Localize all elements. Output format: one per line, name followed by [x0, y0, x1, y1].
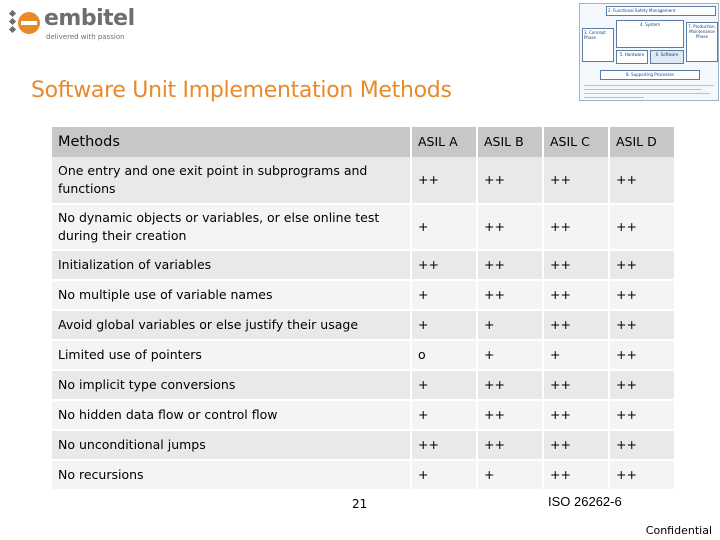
asil-d-cell: ++	[608, 279, 674, 309]
diagram-supporting-processes: 8. Supporting Processes	[600, 70, 700, 80]
asil-c-cell: ++	[542, 309, 608, 339]
diagram-functional-safety-management: 2. Functional Safety Management	[606, 6, 716, 16]
diagram-footnote-line	[584, 93, 710, 94]
diagram-production-phase: 7. Production, Maintenance Phase	[686, 22, 718, 62]
method-cell: No hidden data flow or control flow	[52, 399, 410, 429]
table-row	[52, 157, 674, 203]
method-cell: No implicit type conversions	[52, 369, 410, 399]
confidential-label: Confidential	[645, 524, 712, 537]
asil-d-cell: ++	[608, 157, 674, 203]
table-row	[52, 203, 674, 249]
table-row	[52, 309, 674, 339]
diagram-system: 4. System	[616, 20, 684, 48]
method-cell: Initialization of variables	[52, 249, 410, 279]
asil-c-cell: +	[542, 339, 608, 369]
table-row	[52, 459, 674, 489]
header-methods: Methods	[52, 127, 410, 157]
diagram-hardware: 5. Hardware	[616, 50, 648, 64]
asil-d-cell: ++	[608, 203, 674, 249]
asil-a-cell: +	[410, 309, 476, 339]
method-cell: Limited use of pointers	[52, 339, 410, 369]
asil-a-cell: +	[410, 459, 476, 489]
asil-c-cell: ++	[542, 429, 608, 459]
asil-b-cell: ++	[476, 429, 542, 459]
asil-d-cell: ++	[608, 249, 674, 279]
slide-title: Software Unit Implementation Methods	[31, 78, 452, 103]
standard-reference: ISO 26262-6	[548, 494, 622, 509]
table-row	[52, 369, 674, 399]
diagram-software: 6. Software	[650, 50, 684, 64]
methods-table	[52, 127, 674, 489]
asil-b-cell: +	[476, 309, 542, 339]
asil-a-cell: o	[410, 339, 476, 369]
header-asil-a: ASIL A	[410, 127, 476, 157]
table-row	[52, 339, 674, 369]
asil-c-cell: ++	[542, 399, 608, 429]
asil-c-cell: ++	[542, 203, 608, 249]
asil-b-cell: ++	[476, 203, 542, 249]
asil-c-cell: ++	[542, 249, 608, 279]
asil-b-cell: ++	[476, 279, 542, 309]
asil-a-cell: ++	[410, 429, 476, 459]
diagram-concept-phase: 3. Concept Phase	[582, 28, 614, 62]
asil-b-cell: +	[476, 459, 542, 489]
method-cell: No dynamic objects or variables, or else online test during their creation	[52, 203, 410, 249]
logo-tagline: delivered with passion	[46, 33, 125, 41]
table-row	[52, 429, 674, 459]
asil-c-cell: ++	[542, 459, 608, 489]
asil-d-cell: ++	[608, 399, 674, 429]
asil-d-cell: ++	[608, 309, 674, 339]
header-asil-c: ASIL C	[542, 127, 608, 157]
iso26262-overview-diagram	[579, 3, 719, 101]
method-cell: No unconditional jumps	[52, 429, 410, 459]
asil-a-cell: +	[410, 369, 476, 399]
asil-a-cell: +	[410, 399, 476, 429]
asil-d-cell: ++	[608, 459, 674, 489]
asil-b-cell: ++	[476, 157, 542, 203]
asil-a-cell: ++	[410, 157, 476, 203]
header-asil-b: ASIL B	[476, 127, 542, 157]
company-logo	[6, 6, 156, 40]
asil-c-cell: ++	[542, 279, 608, 309]
method-cell: Avoid global variables or else justify their usage	[52, 309, 410, 339]
table-row	[52, 249, 674, 279]
table-row	[52, 279, 674, 309]
asil-a-cell: +	[410, 279, 476, 309]
page-number: 21	[352, 497, 368, 511]
asil-b-cell: ++	[476, 369, 542, 399]
table-header-row	[52, 127, 674, 157]
table-row	[52, 399, 674, 429]
asil-d-cell: ++	[608, 369, 674, 399]
embitel-logo-icon	[8, 10, 42, 36]
asil-b-cell: +	[476, 339, 542, 369]
asil-a-cell: +	[410, 203, 476, 249]
asil-d-cell: ++	[608, 339, 674, 369]
asil-b-cell: ++	[476, 399, 542, 429]
diagram-footnote-line	[584, 89, 702, 90]
diagram-footnote-line	[584, 97, 644, 98]
method-cell: One entry and one exit point in subprograms and functions	[52, 157, 410, 203]
asil-c-cell: ++	[542, 369, 608, 399]
asil-b-cell: ++	[476, 249, 542, 279]
diagram-footnote-line	[584, 85, 714, 86]
asil-a-cell: ++	[410, 249, 476, 279]
logo-wordmark: embitel	[44, 6, 135, 31]
method-cell: No multiple use of variable names	[52, 279, 410, 309]
method-cell: No recursions	[52, 459, 410, 489]
asil-d-cell: ++	[608, 429, 674, 459]
asil-c-cell: ++	[542, 157, 608, 203]
header-asil-d: ASIL D	[608, 127, 674, 157]
